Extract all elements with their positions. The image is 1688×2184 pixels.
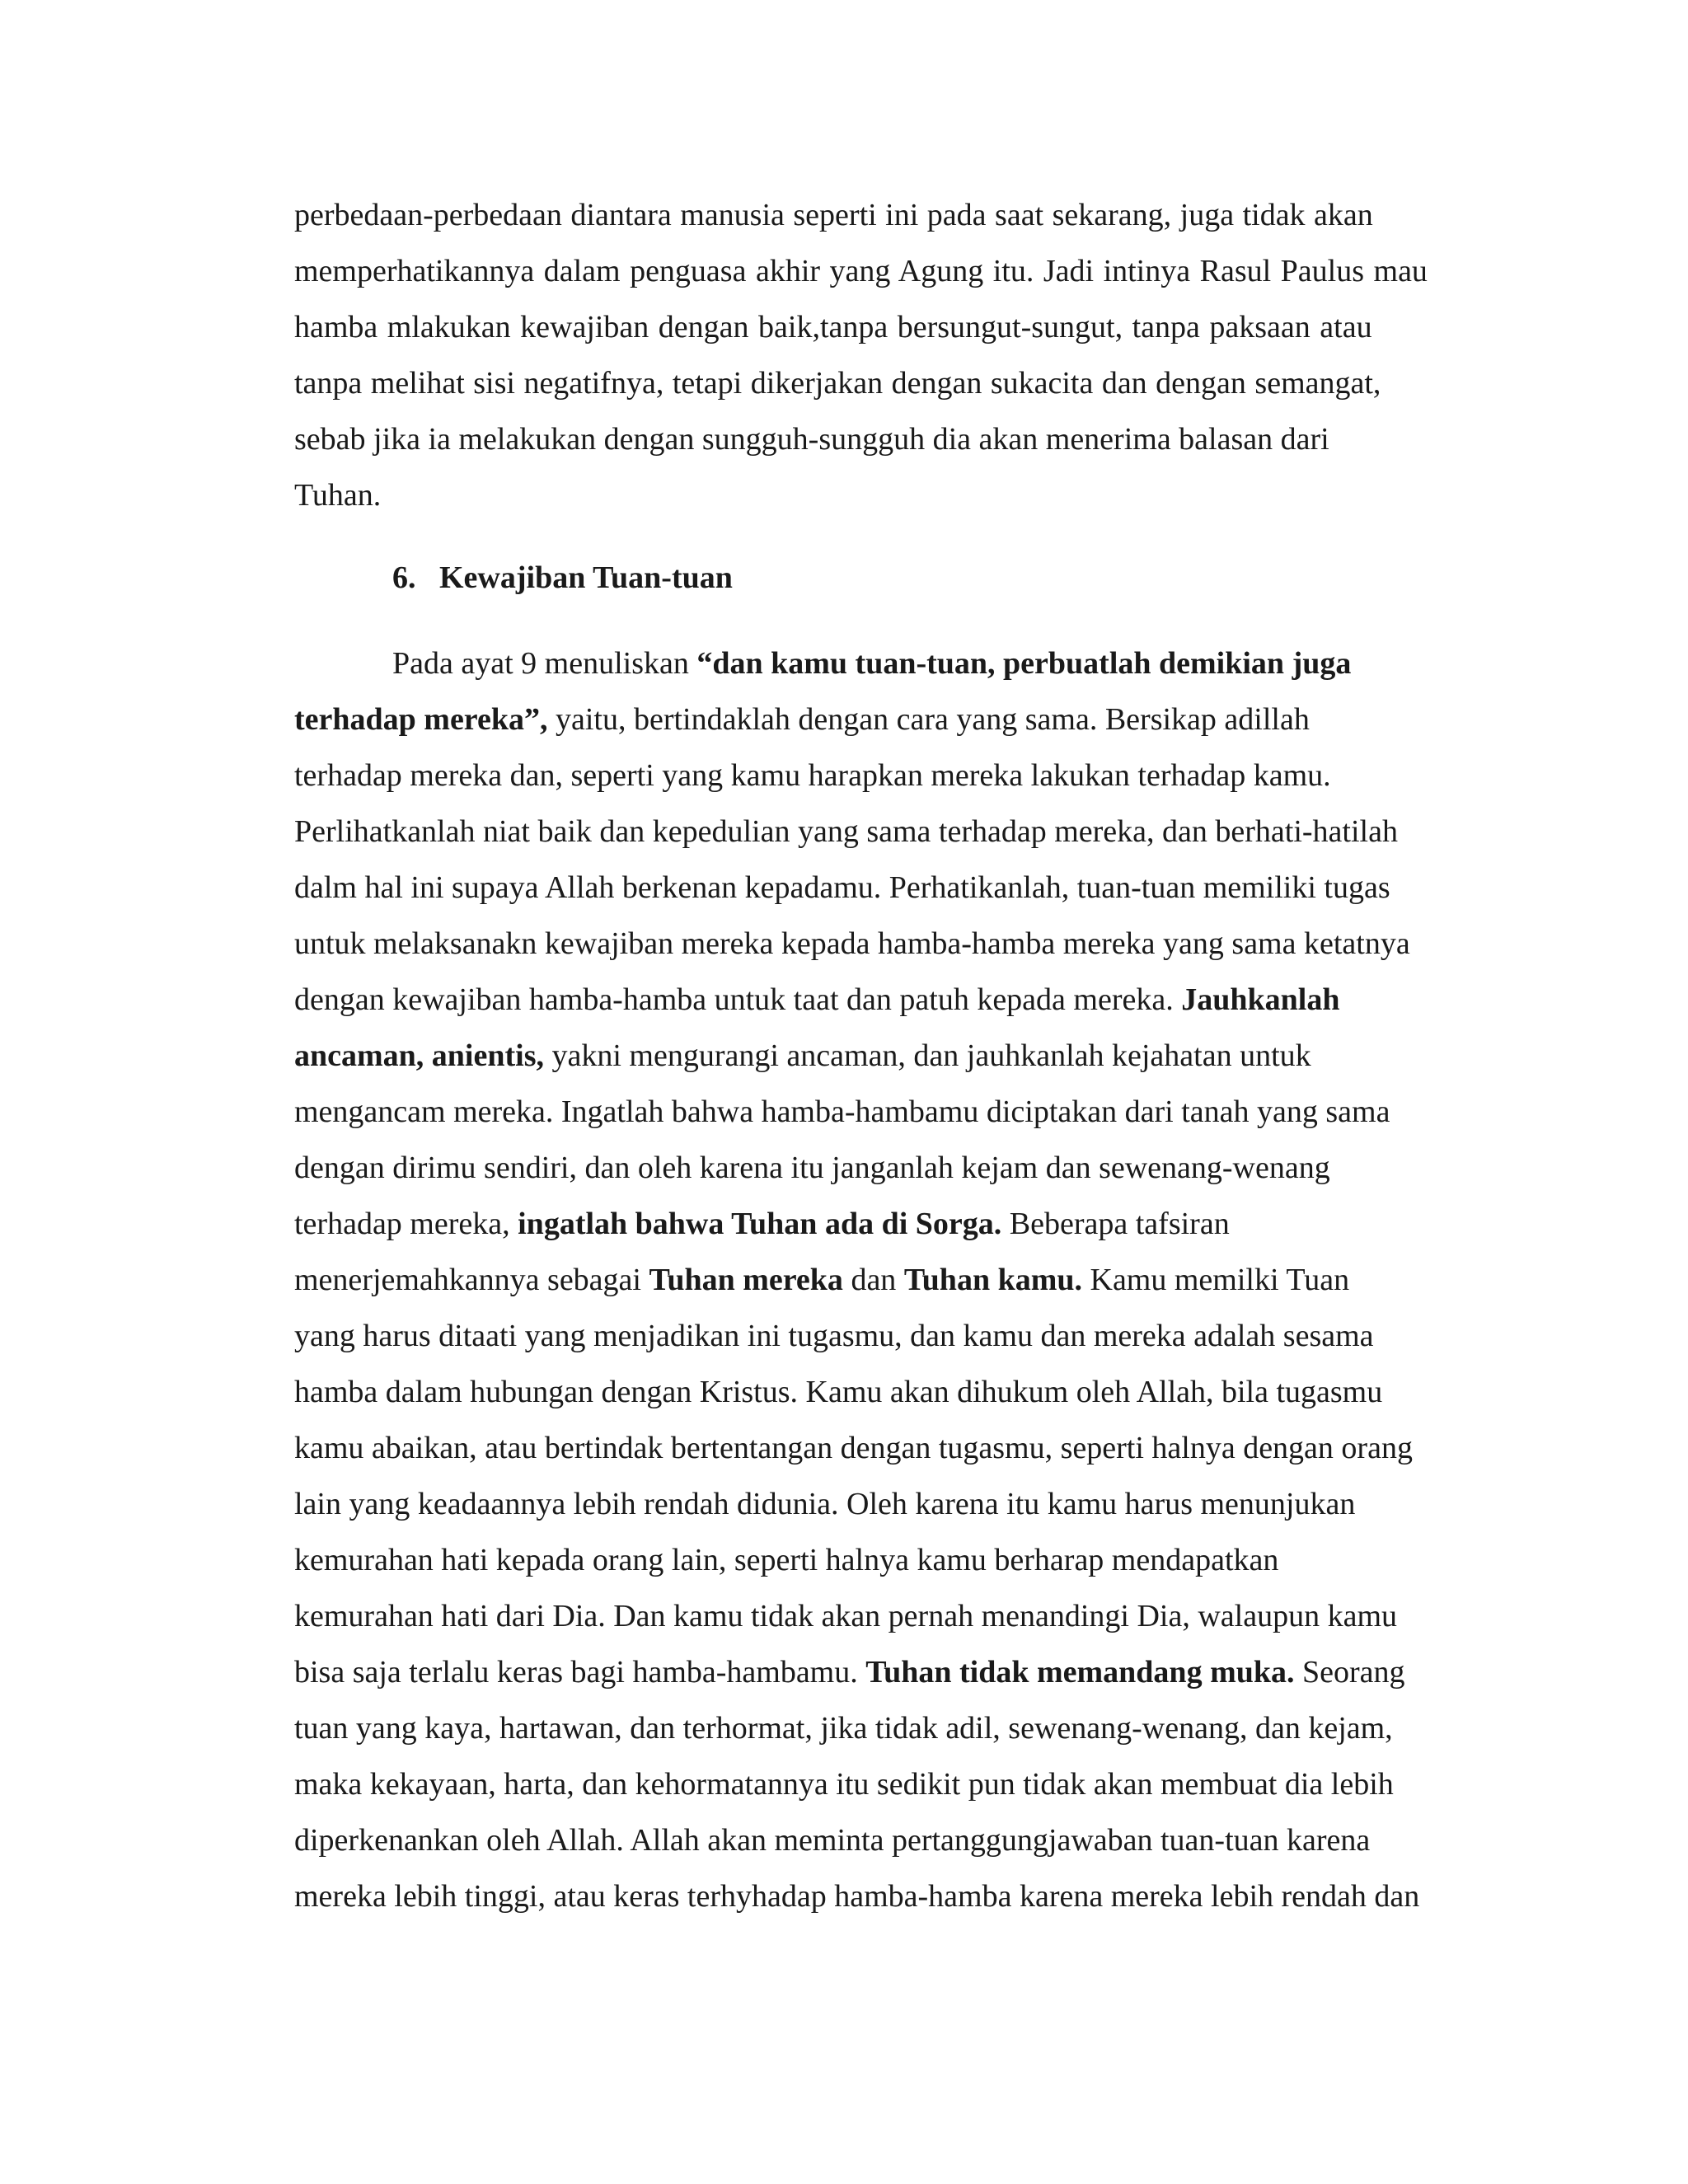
bold-phrase: Tuhan tidak memandang muka. bbox=[865, 1655, 1295, 1690]
paragraph-2-line-13: yang harus ditaati yang menjadikan ini tugasmu, dan kamu dan mereka adalah sesama bbox=[294, 1319, 1374, 1353]
paragraph-2-line-22: diperkenankan oleh Allah. Allah akan meminta pertanggungjawaban tuan-tuan karena bbox=[294, 1823, 1371, 1858]
paragraph-1-line-4: tanpa melihat sisi negatifnya, tetapi dikerjakan dengan sukacita dan dengan semangat, bbox=[294, 366, 1381, 401]
text-run: menerjemahkannya sebagai bbox=[294, 1263, 649, 1297]
text-run: dengan kewajiban hamba-hamba untuk taat dan patuh kepada mereka. bbox=[294, 982, 1182, 1017]
paragraph-2-line-12 bbox=[294, 1261, 1349, 1299]
paragraph-2-line-10: dengan dirimu sendiri, dan oleh karena itu janganlah kejam dan sewenang-wenang bbox=[294, 1151, 1330, 1185]
text-run: Pada ayat 9 menuliskan bbox=[392, 646, 697, 681]
paragraph-2-line-6: untuk melaksanakn kewajiban mereka kepada hamba-hamba mereka yang sama ketatnya bbox=[294, 926, 1410, 961]
text-run: Beberapa tafsiran bbox=[1001, 1207, 1230, 1241]
paragraph-2-line-3: terhadap mereka dan, seperti yang kamu harapkan mereka lakukan terhadap kamu. bbox=[294, 758, 1331, 793]
paragraph-2-line-21: maka kekayaan, harta, dan kehormatannya itu sedikit pun tidak akan membuat dia lebih bbox=[294, 1767, 1394, 1802]
paragraph-1-line-1: perbedaan-perbedaan diantara manusia seperti ini pada saat sekarang, juga tidak akan bbox=[294, 198, 1373, 232]
text-run: Kamu memilki Tuan bbox=[1082, 1263, 1350, 1297]
paragraph-1-line-2: memperhatikannya dalam penguasa akhir yang Agung itu. Jadi intinya Rasul Paulus mau bbox=[294, 254, 1428, 288]
paragraph-2-line-15: kamu abaikan, atau bertindak bertentangan dengan tugasmu, seperti halnya dengan orang bbox=[294, 1431, 1413, 1465]
text-run: bisa saja terlalu keras bagi hamba-hambamu. bbox=[294, 1655, 866, 1690]
text-run: terhadap mereka, bbox=[294, 1207, 518, 1241]
bold-phrase: ingatlah bahwa Tuhan ada di Sorga. bbox=[518, 1207, 1002, 1241]
paragraph-2-line-7 bbox=[294, 981, 1339, 1019]
paragraph-2-line-16: lain yang keadaannya lebih rendah didunia. Oleh karena itu kamu harus menunjukan bbox=[294, 1487, 1356, 1521]
paragraph-2-line-5: dalm hal ini supaya Allah berkenan kepadamu. Perhatikanlah, tuan-tuan memiliki tugas bbox=[294, 870, 1390, 905]
paragraph-1-line-6: Tuhan. bbox=[294, 478, 382, 513]
paragraph-2-line-14: hamba dalam hubungan dengan Kristus. Kamu akan dihukum oleh Allah, bila tugasmu bbox=[294, 1375, 1383, 1409]
paragraph-1-line-5: sebab jika ia melakukan dengan sungguh-sungguh dia akan menerima balasan dari bbox=[294, 422, 1329, 457]
text-run: yakni mengurangi ancaman, dan jauhkanlah kejahatan untuk bbox=[543, 1038, 1311, 1073]
section-title: Kewajiban Tuan-tuan bbox=[439, 560, 733, 595]
paragraph-2-line-1 bbox=[392, 644, 1351, 682]
section-heading bbox=[392, 559, 733, 597]
bold-quote: “dan kamu tuan-tuan, perbuatlah demikian juga bbox=[696, 646, 1352, 681]
paragraph-2-line-9: mengancam mereka. Ingatlah bahwa hamba-hambamu diciptakan dari tanah yang sama bbox=[294, 1094, 1390, 1129]
paragraph-2-line-17: kemurahan hati kepada orang lain, seperti halnya kamu berharap mendapatkan bbox=[294, 1543, 1279, 1577]
paragraph-2-line-19 bbox=[294, 1653, 1405, 1691]
paragraph-2-line-8 bbox=[294, 1037, 1311, 1075]
paragraph-2-line-23: mereka lebih tinggi, atau keras terhyhadap hamba-hamba karena mereka lebih rendah dan bbox=[294, 1879, 1420, 1914]
text-run: dan bbox=[842, 1263, 904, 1297]
bold-phrase: ancaman, anientis, bbox=[294, 1038, 544, 1073]
paragraph-2-line-20: tuan yang kaya, hartawan, dan terhormat, jika tidak adil, sewenang-wenang, dan kejam, bbox=[294, 1711, 1393, 1746]
bold-phrase: Jauhkanlah bbox=[1181, 982, 1340, 1017]
bold-phrase: Tuhan kamu. bbox=[903, 1263, 1082, 1297]
paragraph-2-line-4: Perlihatkanlah niat baik dan kepedulian yang sama terhadap mereka, dan berhati-hatilah bbox=[294, 814, 1398, 849]
bold-quote-end: terhadap mereka”, bbox=[294, 702, 548, 737]
section-number: 6. bbox=[392, 560, 416, 595]
text-run: Seorang bbox=[1294, 1655, 1405, 1690]
paragraph-2-line-18: kemurahan hati dari Dia. Dan kamu tidak akan pernah menandingi Dia, walaupun kamu bbox=[294, 1599, 1397, 1633]
paragraph-2-line-11 bbox=[294, 1205, 1230, 1243]
bold-phrase: Tuhan mereka bbox=[649, 1263, 843, 1297]
paragraph-2-line-2 bbox=[294, 701, 1310, 738]
text-run: yaitu, bertindaklah dengan cara yang sama. Bersikap adillah bbox=[547, 702, 1310, 737]
paragraph-1-line-3: hamba mlakukan kewajiban dengan baik,tanpa bersungut-sungut, tanpa paksaan atau bbox=[294, 310, 1372, 344]
